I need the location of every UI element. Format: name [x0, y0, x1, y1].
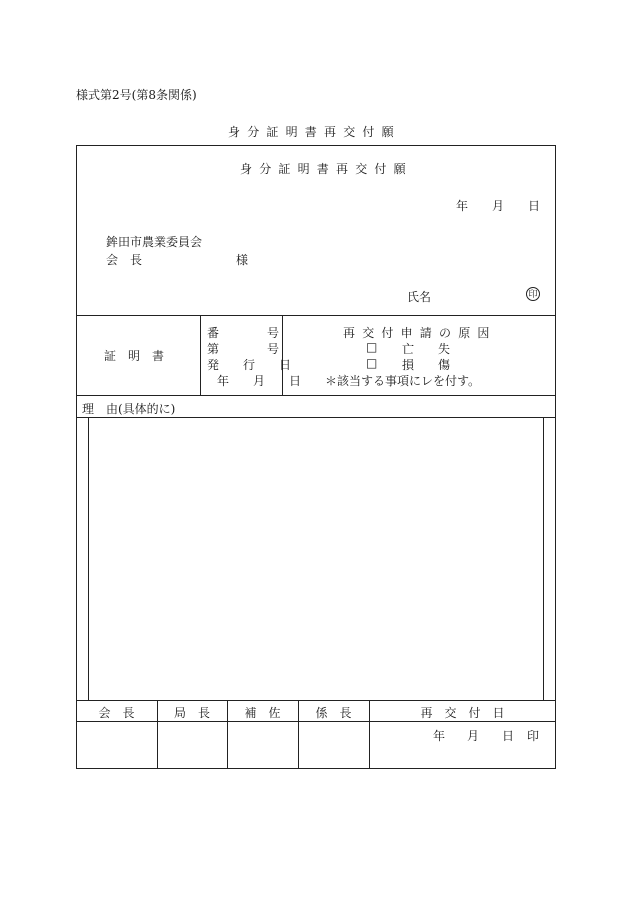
approval-header-reissue-date: 再 交 付 日 — [420, 706, 505, 720]
issue-date-label: 発 行 日 — [207, 358, 292, 372]
approval-header-chairman: 会 長 — [98, 706, 135, 720]
applicant-name-label: 氏名 — [407, 290, 432, 304]
divider — [76, 315, 556, 316]
reissue-month-label: 月 — [467, 729, 480, 743]
reissue-seal-label: 印 — [527, 729, 540, 743]
divider — [543, 417, 544, 700]
option-lost-label: 亡 失 — [402, 342, 451, 356]
checkbox-damaged[interactable]: □ — [366, 356, 378, 370]
seal-icon: 印 — [526, 287, 540, 301]
certificate-number-label: 番 号 — [207, 326, 280, 340]
recipient-title: 会 長 — [106, 253, 143, 267]
recipient-honorific: 様 — [236, 253, 249, 267]
issue-ymd-label: 年 月 日 — [217, 374, 302, 388]
approval-header-assistant: 補 佐 — [244, 706, 281, 720]
reissue-day-label: 日 — [502, 729, 515, 743]
divider — [76, 417, 556, 418]
date-year-label: 年 — [456, 199, 469, 213]
reason-label: 理 由(具体的に) — [82, 402, 176, 416]
certificate-no-label: 第 号 — [207, 342, 280, 356]
option-damaged-label: 損 傷 — [402, 358, 451, 372]
date-month-label: 月 — [492, 199, 505, 213]
page-title: 身分証明書再交付願 — [228, 125, 401, 139]
inner-title: 身分証明書再交付願 — [240, 162, 413, 176]
checkbox-lost[interactable]: □ — [366, 340, 378, 354]
certificate-label: 証 明 書 — [104, 349, 165, 363]
form-number: 様式第2号(第8条関係) — [76, 88, 197, 102]
divider — [200, 315, 201, 395]
approval-header-section-chief: 係 長 — [315, 706, 352, 720]
reissue-reason-heading: 再交付申請の原因 — [343, 326, 497, 340]
divider — [76, 395, 556, 396]
divider — [76, 721, 556, 722]
reissue-year-label: 年 — [433, 729, 446, 743]
divider — [76, 700, 556, 701]
divider — [88, 417, 89, 700]
reason-note: ＊該当する事項にレを付す。 — [325, 374, 481, 388]
recipient-org: 鉾田市農業委員会 — [106, 235, 203, 249]
date-day-label: 日 — [528, 199, 541, 213]
approval-header-director: 局 長 — [173, 706, 210, 720]
